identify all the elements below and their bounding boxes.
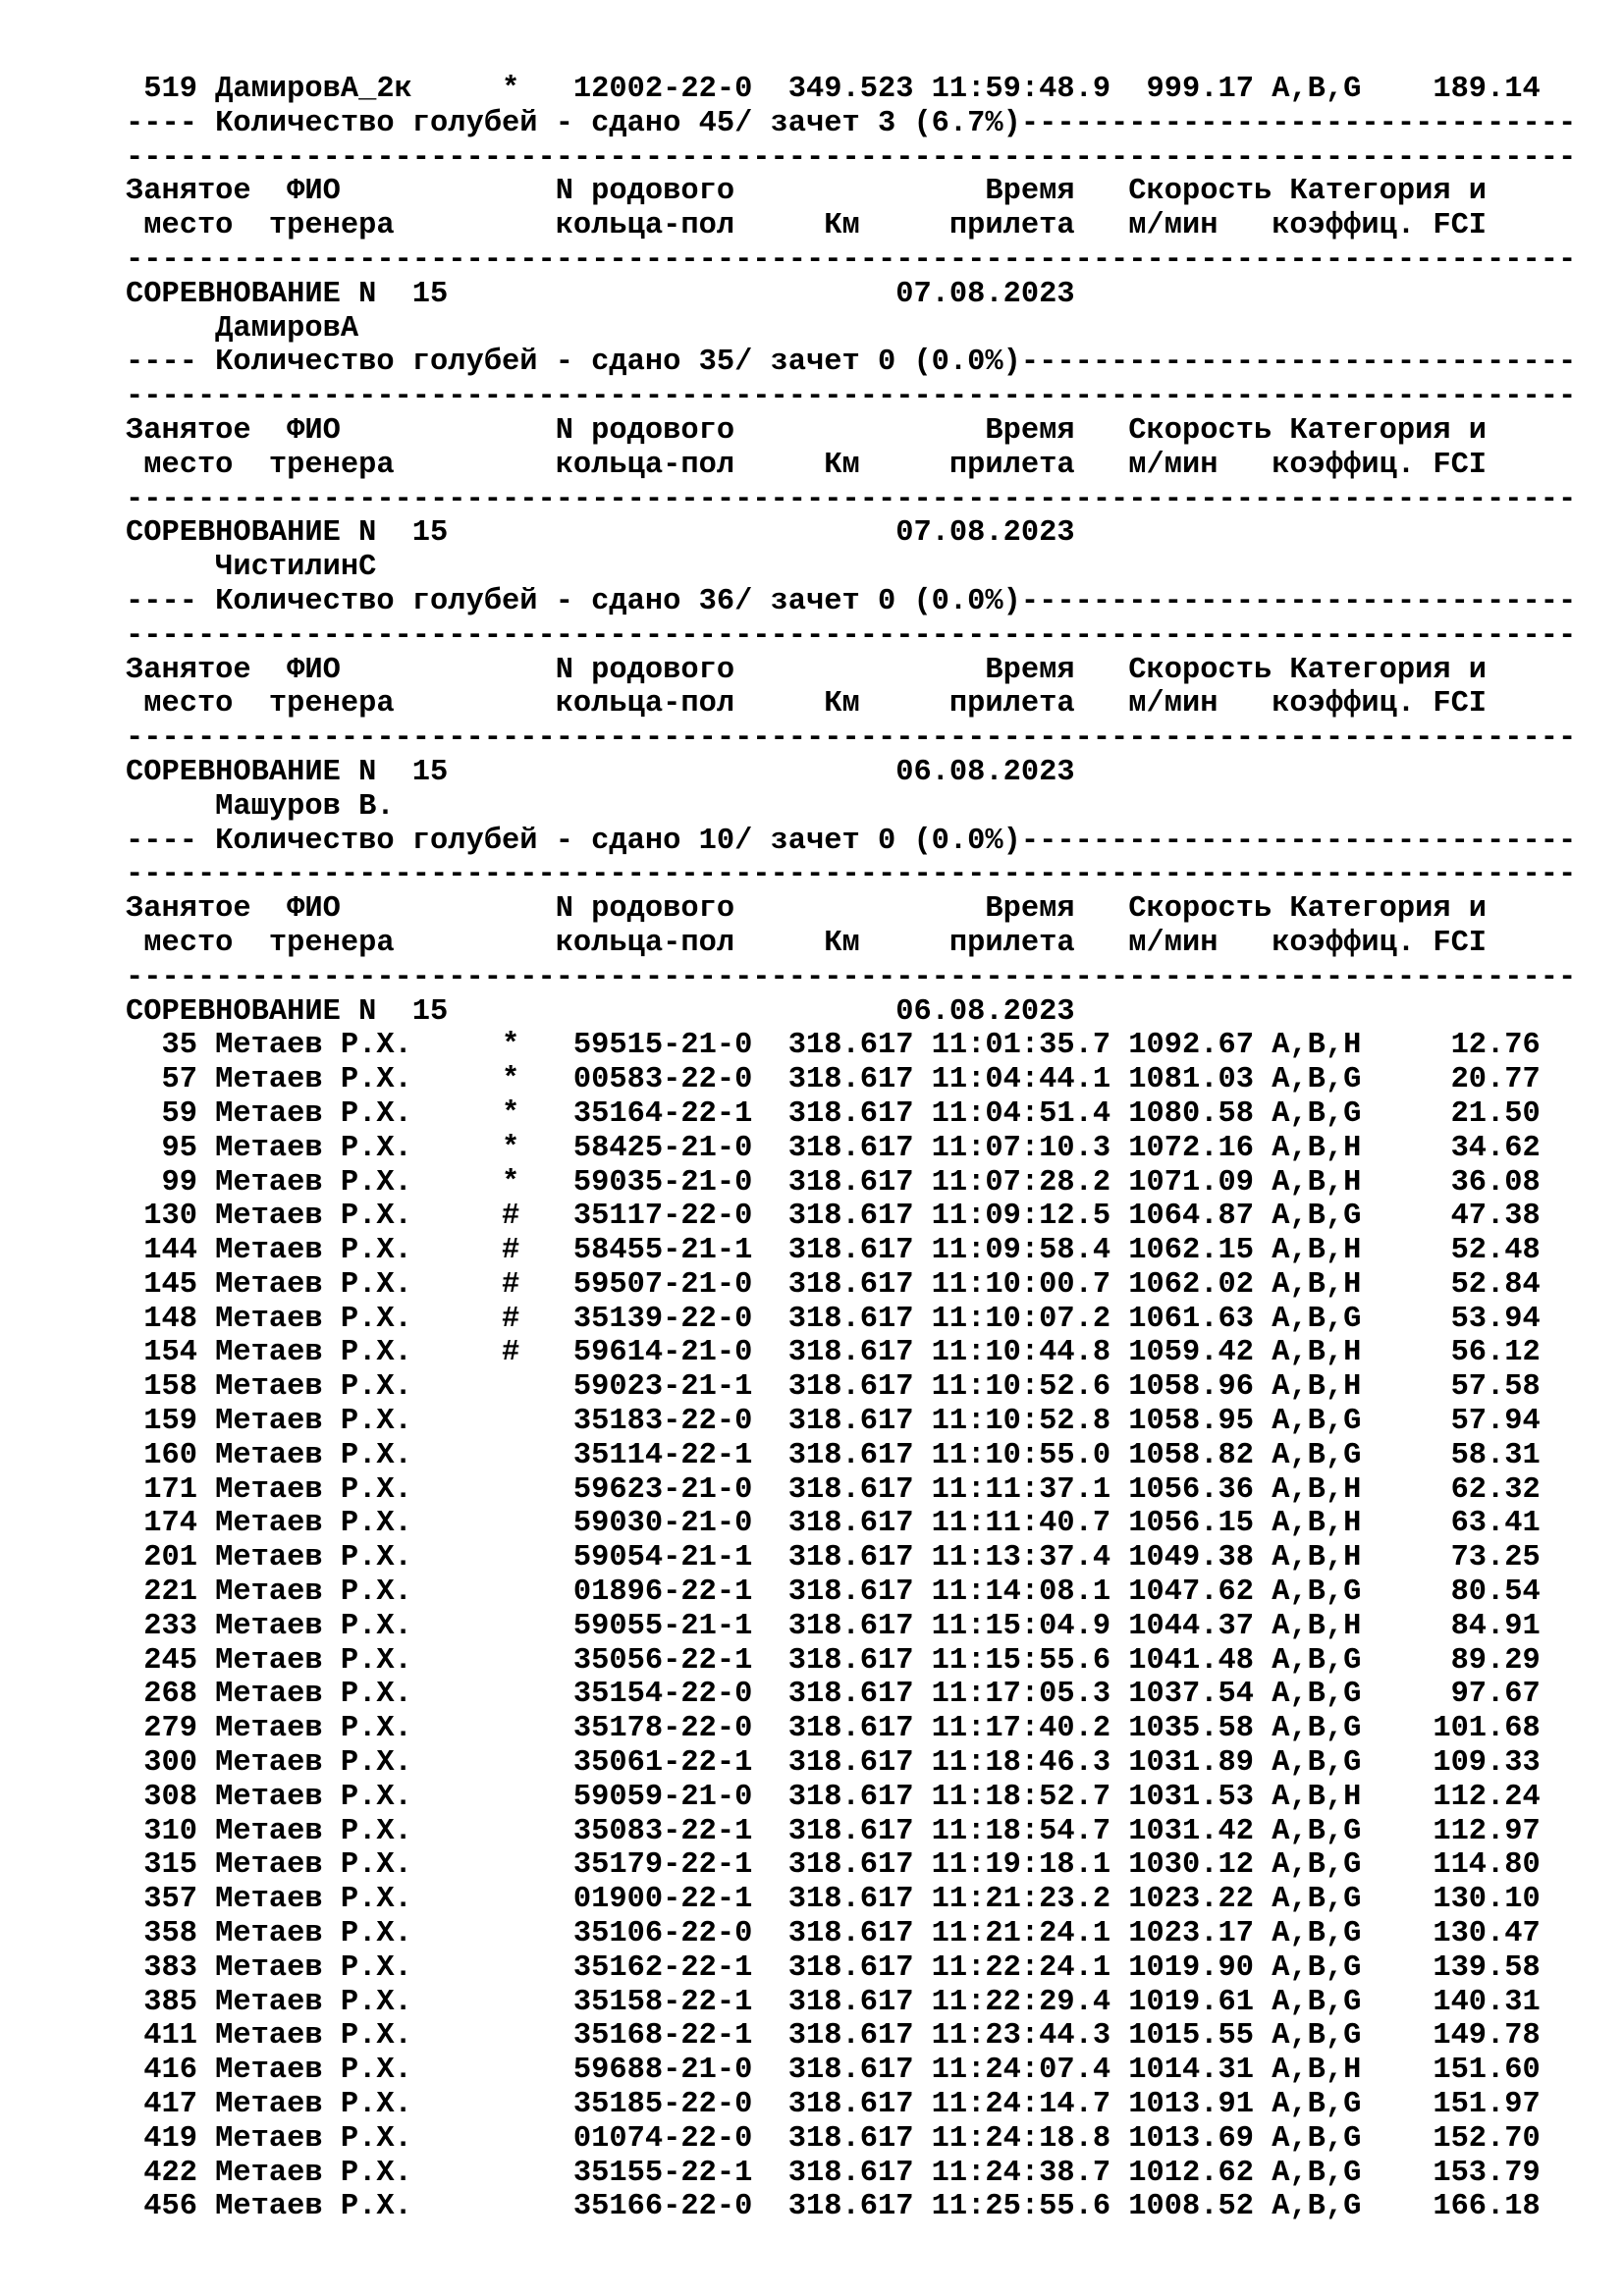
- report-line: ---------------------------------------------------------------------------------: [126, 618, 1577, 653]
- report-line: 99 Метаев Р.Х. * 59035-21-0 318.617 11:07:28.2 1071.09 A,B,H 36.08: [126, 1165, 1541, 1200]
- report-line: ---- Количество голубей - сдано 35/ зачет 0 (0.0%)-------------------------------: [126, 346, 1577, 380]
- report-line: Машуров В.: [126, 789, 395, 824]
- report-line: 310 Метаев Р.Х. 35083-22-1 318.617 11:18:54.7 1031.42 A,B,G 112.97: [126, 1814, 1541, 1848]
- report-line: 411 Метаев Р.Х. 35168-22-1 318.617 11:23:44.3 1015.55 A,B,G 149.78: [126, 2019, 1541, 2054]
- report-line: 358 Метаев Р.Х. 35106-22-0 318.617 11:21:24.1 1023.17 A,B,G 130.47: [126, 1917, 1541, 1951]
- report-line: ---- Количество голубей - сдано 36/ зачет 0 (0.0%)-------------------------------: [126, 584, 1577, 618]
- report-line: место тренера кольца-пол Км прилета м/мин коэффиц. FCI: [126, 926, 1488, 960]
- report-line: 171 Метаев Р.Х. 59623-21-0 318.617 11:11:37.1 1056.36 A,B,H 62.32: [126, 1472, 1541, 1507]
- report-line: 416 Метаев Р.Х. 59688-21-0 318.617 11:24:07.4 1014.31 A,B,H 151.60: [126, 2054, 1541, 2088]
- report-line: 279 Метаев Р.Х. 35178-22-0 318.617 11:17:40.2 1035.58 A,B,G 101.68: [126, 1712, 1541, 1746]
- report-line: 95 Метаев Р.Х. * 58425-21-0 318.617 11:07:10.3 1072.16 A,B,H 34.62: [126, 1131, 1541, 1165]
- report-line: ---------------------------------------------------------------------------------: [126, 380, 1577, 414]
- report-line: 148 Метаев Р.Х. # 35139-22-0 318.617 11:10:07.2 1061.63 A,B,G 53.94: [126, 1302, 1541, 1336]
- report-line: 57 Метаев Р.Х. * 00583-22-0 318.617 11:04:44.1 1081.03 A,B,G 20.77: [126, 1063, 1541, 1097]
- report-line: 245 Метаев Р.Х. 35056-22-1 318.617 11:15:55.6 1041.48 A,B,G 89.29: [126, 1643, 1541, 1678]
- report-line: ---------------------------------------------------------------------------------: [126, 960, 1577, 994]
- report-line: 201 Метаев Р.Х. 59054-21-1 318.617 11:13:37.4 1049.38 A,B,H 73.25: [126, 1541, 1541, 1575]
- report-line: 385 Метаев Р.Х. 35158-22-1 318.617 11:22:29.4 1019.61 A,B,G 140.31: [126, 1985, 1541, 2019]
- report-line: 233 Метаев Р.Х. 59055-21-1 318.617 11:15:04.9 1044.37 A,B,H 84.91: [126, 1609, 1541, 1643]
- report-line: ---- Количество голубей - сдано 10/ зачет 0 (0.0%)-------------------------------: [126, 824, 1577, 858]
- report-line: 315 Метаев Р.Х. 35179-22-1 318.617 11:19:18.1 1030.12 A,B,G 114.80: [126, 1848, 1541, 1883]
- report-line: место тренера кольца-пол Км прилета м/мин коэффиц. FCI: [126, 448, 1488, 482]
- report-line: 158 Метаев Р.Х. 59023-21-1 318.617 11:10:52.6 1058.96 A,B,H 57.58: [126, 1370, 1541, 1405]
- report-line: Занятое ФИО N родового Время Скорость Категория и: [126, 175, 1488, 209]
- report-line: ---------------------------------------------------------------------------------: [126, 242, 1577, 277]
- report-line: СОРЕВНОВАНИЕ N 15 06.08.2023: [126, 755, 1075, 789]
- report-line: место тренера кольца-пол Км прилета м/мин коэффиц. FCI: [126, 687, 1488, 721]
- report-line: ---------------------------------------------------------------------------------: [126, 482, 1577, 516]
- report-line: ---------------------------------------------------------------------------------: [126, 721, 1577, 756]
- report-line: 456 Метаев Р.Х. 35166-22-0 318.617 11:25:55.6 1008.52 A,B,G 166.18: [126, 2190, 1541, 2224]
- report-line: 174 Метаев Р.Х. 59030-21-0 318.617 11:11:40.7 1056.15 A,B,H 63.41: [126, 1507, 1541, 1541]
- report-line: 145 Метаев Р.Х. # 59507-21-0 318.617 11:10:00.7 1062.02 A,B,H 52.84: [126, 1267, 1541, 1302]
- report-line: 159 Метаев Р.Х. 35183-22-0 318.617 11:10:52.8 1058.95 A,B,G 57.94: [126, 1405, 1541, 1439]
- report-line: СОРЕВНОВАНИЕ N 15 06.08.2023: [126, 994, 1075, 1029]
- report-line: 383 Метаев Р.Х. 35162-22-1 318.617 11:22:24.1 1019.90 A,B,G 139.58: [126, 1950, 1541, 1985]
- report-line: 419 Метаев Р.Х. 01074-22-0 318.617 11:24:18.8 1013.69 A,B,G 152.70: [126, 2121, 1541, 2156]
- report-line: 308 Метаев Р.Х. 59059-21-0 318.617 11:18:52.7 1031.53 A,B,H 112.24: [126, 1780, 1541, 1814]
- report-line: 59 Метаев Р.Х. * 35164-22-1 318.617 11:04:51.4 1080.58 A,B,G 21.50: [126, 1096, 1541, 1131]
- report-line: ---------------------------------------------------------------------------------: [126, 858, 1577, 892]
- report-line: ЧистилинС: [126, 551, 377, 585]
- report-line: 268 Метаев Р.Х. 35154-22-0 318.617 11:17:05.3 1037.54 A,B,G 97.67: [126, 1678, 1541, 1712]
- report-line: Занятое ФИО N родового Время Скорость Категория и: [126, 653, 1488, 687]
- report-line: ---------------------------------------------------------------------------------: [126, 140, 1577, 175]
- report-line: 160 Метаев Р.Х. 35114-22-1 318.617 11:10:55.0 1058.82 A,B,G 58.31: [126, 1438, 1541, 1472]
- report-line: 154 Метаев Р.Х. # 59614-21-0 318.617 11:10:44.8 1059.42 A,B,H 56.12: [126, 1336, 1541, 1370]
- report-line: 357 Метаев Р.Х. 01900-22-1 318.617 11:21:23.2 1023.22 A,B,G 130.10: [126, 1883, 1541, 1917]
- report-line: ---- Количество голубей - сдано 45/ зачет 3 (6.7%)-------------------------------: [126, 106, 1577, 140]
- report-line: место тренера кольца-пол Км прилета м/мин коэффиц. FCI: [126, 209, 1488, 243]
- report-line: 519 ДамировА_2к * 12002-22-0 349.523 11:59:48.9 999.17 A,B,G 189.14: [126, 73, 1541, 106]
- report-line: СОРЕВНОВАНИЕ N 15 07.08.2023: [126, 277, 1075, 311]
- report-line: 144 Метаев Р.Х. # 58455-21-1 318.617 11:09:58.4 1062.15 A,B,H 52.48: [126, 1234, 1541, 1268]
- report-line: Занятое ФИО N родового Время Скорость Категория и: [126, 413, 1488, 448]
- report-line: 300 Метаев Р.Х. 35061-22-1 318.617 11:18:46.3 1031.89 A,B,G 109.33: [126, 1746, 1541, 1781]
- report-line: 130 Метаев Р.Х. # 35117-22-0 318.617 11:09:12.5 1064.87 A,B,G 47.38: [126, 1200, 1541, 1234]
- report-line: 221 Метаев Р.Х. 01896-22-1 318.617 11:14:08.1 1047.62 A,B,G 80.54: [126, 1575, 1541, 1610]
- report-line: 422 Метаев Р.Х. 35155-22-1 318.617 11:24:38.7 1012.62 A,B,G 153.79: [126, 2156, 1541, 2190]
- report-line: 417 Метаев Р.Х. 35185-22-0 318.617 11:24:14.7 1013.91 A,B,G 151.97: [126, 2088, 1541, 2122]
- report-line: СОРЕВНОВАНИЕ N 15 07.08.2023: [126, 516, 1075, 551]
- report-line: Занятое ФИО N родового Время Скорость Категория и: [126, 892, 1488, 927]
- results-report: [126, 73, 1618, 2224]
- report-line: 35 Метаев Р.Х. * 59515-21-0 318.617 11:01:35.7 1092.67 A,B,H 12.76: [126, 1029, 1541, 1063]
- report-line: ДамировА: [126, 311, 359, 346]
